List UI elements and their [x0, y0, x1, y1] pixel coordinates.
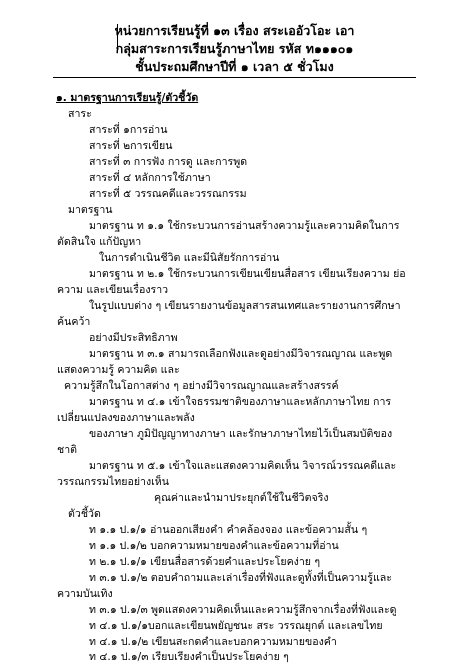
grade-time: ชั้นประถมศึกษาปีที่ ๑ เวลา ๕ ชั่วโมง	[135, 59, 334, 74]
standard-line: ความ และเขียนเรื่องราว	[57, 284, 169, 296]
sara-item: สาระที่ ๕ วรรณคดีและวรรณกรรม	[89, 188, 247, 200]
indicator-line: ท ๓.๑ ป.๑/๓ พูดแสดงความคิดเห็นและความรู้สึกจากเรื่องที่ฟังและดู	[89, 604, 397, 616]
standard-line: ค้นคว้า	[57, 316, 91, 328]
standard-line: เปลี่ยนแปลงของภาษาและพลัง	[57, 412, 195, 424]
sara-item: สาระที่ ๓ การฟัง การดู และการพูด	[89, 156, 248, 168]
sara-item: สาระที่ ๑การอ่าน	[89, 124, 168, 136]
indicator-line: ท ๒.๑ ป.๑/๑ เขียนสื่อสารด้วยคำและประโยคง่าย ๆ	[89, 556, 321, 568]
indicator-line: ท ๔.๑ ป.๑/๓ เรียบเรียงคำเป็นประโยคง่าย ๆ	[89, 651, 289, 663]
subject-code: กลุ่มสาระการเรียนรู้ภาษาไทย รหัส ท๑๑๑๐๑	[115, 41, 354, 56]
standard-line: มาตรฐาน ท ๕.๑ เข้าใจและแสดงความคิดเห็น วิจารณ์วรรณคดีและ	[89, 460, 397, 472]
standard-line: ในรูปแบบต่าง ๆ เขียนรายงานข้อมูลสารสนเทศและรายงานการศึกษา	[89, 300, 401, 312]
standard-line: ความรู้สึกในโอกาสต่าง ๆ อย่างมีวิจารณญาณและสร้างสรรค์	[64, 380, 339, 392]
standard-line: มาตรฐาน ท ๔.๑ เข้าใจธรรมชาติของภาษาและหลักภาษาไทย การ	[89, 396, 392, 408]
standard-line: มาตรฐาน ท ๒.๑ ใช้กระบวนการเขียนเขียนสื่อสาร เขียนเรียงความ ย่อ	[89, 268, 406, 280]
indicators-label: ตัวชี้วัด	[68, 508, 101, 520]
sara-item: สาระที่ ๔ หลักการใช้ภาษา	[89, 172, 211, 184]
indicator-line: ท ๑.๑ ป.๑/๒ บอกความหมายของคำและข้อความที่อ่าน	[89, 540, 339, 552]
indicator-line: ท ๔.๑ ป.๑/๒ เขียนสะกดคำและบอกความหมายของคำ	[89, 636, 337, 648]
standards-label: มาตรฐาน	[68, 204, 113, 216]
indicator-line: ท ๑.๑ ป.๑/๑ อ่านออกเสียงคำ คำคล้องจอง และข้อความสั้น ๆ	[89, 524, 368, 536]
standard-line: คุณค่าและนำมาประยุกต์ใช้ในชีวิตจริง	[154, 492, 329, 504]
standard-line: ชาติ	[57, 444, 78, 456]
header-rule	[53, 77, 416, 78]
indicator-line: ความบันเทิง	[57, 588, 113, 600]
standard-line: ตัดสินใจ แก้ปัญหา	[57, 236, 142, 248]
indicator-line: ท ๔.๑ ป.๑/๑บอกและเขียนพยัญชนะ สระ วรรณยุกต์ และเลขไทย	[89, 620, 383, 632]
standard-line: มาตรฐาน ท ๓.๑ สามารถเลือกฟังและดูอย่างมีวิจารณญาณ และพูด	[89, 348, 393, 360]
sara-item: สาระที่ ๒การเขียน	[89, 140, 173, 152]
unit-title: หน่วยการเรียนรู้ที่ ๑๓ เรื่อง สระเออัวโอะ เอา	[114, 23, 355, 38]
section-title: ๑. มาตรฐานการเรียนรู้/ตัวชี้วัด	[56, 92, 199, 104]
standard-line: อย่างมีประสิทธิภาพ	[89, 332, 178, 344]
standard-line: ของภาษา ภูมิปัญญาทางภาษา และรักษาภาษาไทยไว้เป็นสมบัติของ	[89, 428, 393, 440]
indicator-line: ท ๓.๑ ป.๑/๒ ตอบคำถามและเล่าเรื่องที่ฟังและดูทั้งที่เป็นความรู้และ	[89, 572, 392, 584]
standard-line: แสดงความรู้ ความคิด และ	[57, 364, 180, 376]
sara-label: สาระ	[68, 108, 92, 120]
standard-line: ในการดำเนินชีวิต และมีนิสัยรักการอ่าน	[99, 252, 280, 264]
standard-line: วรรณกรรมไทยอย่างเห็น	[57, 476, 169, 488]
standard-line: มาตรฐาน ท ๑.๑ ใช้กระบวนการอ่านสร้างความรู้และความคิดในการ	[89, 220, 400, 232]
